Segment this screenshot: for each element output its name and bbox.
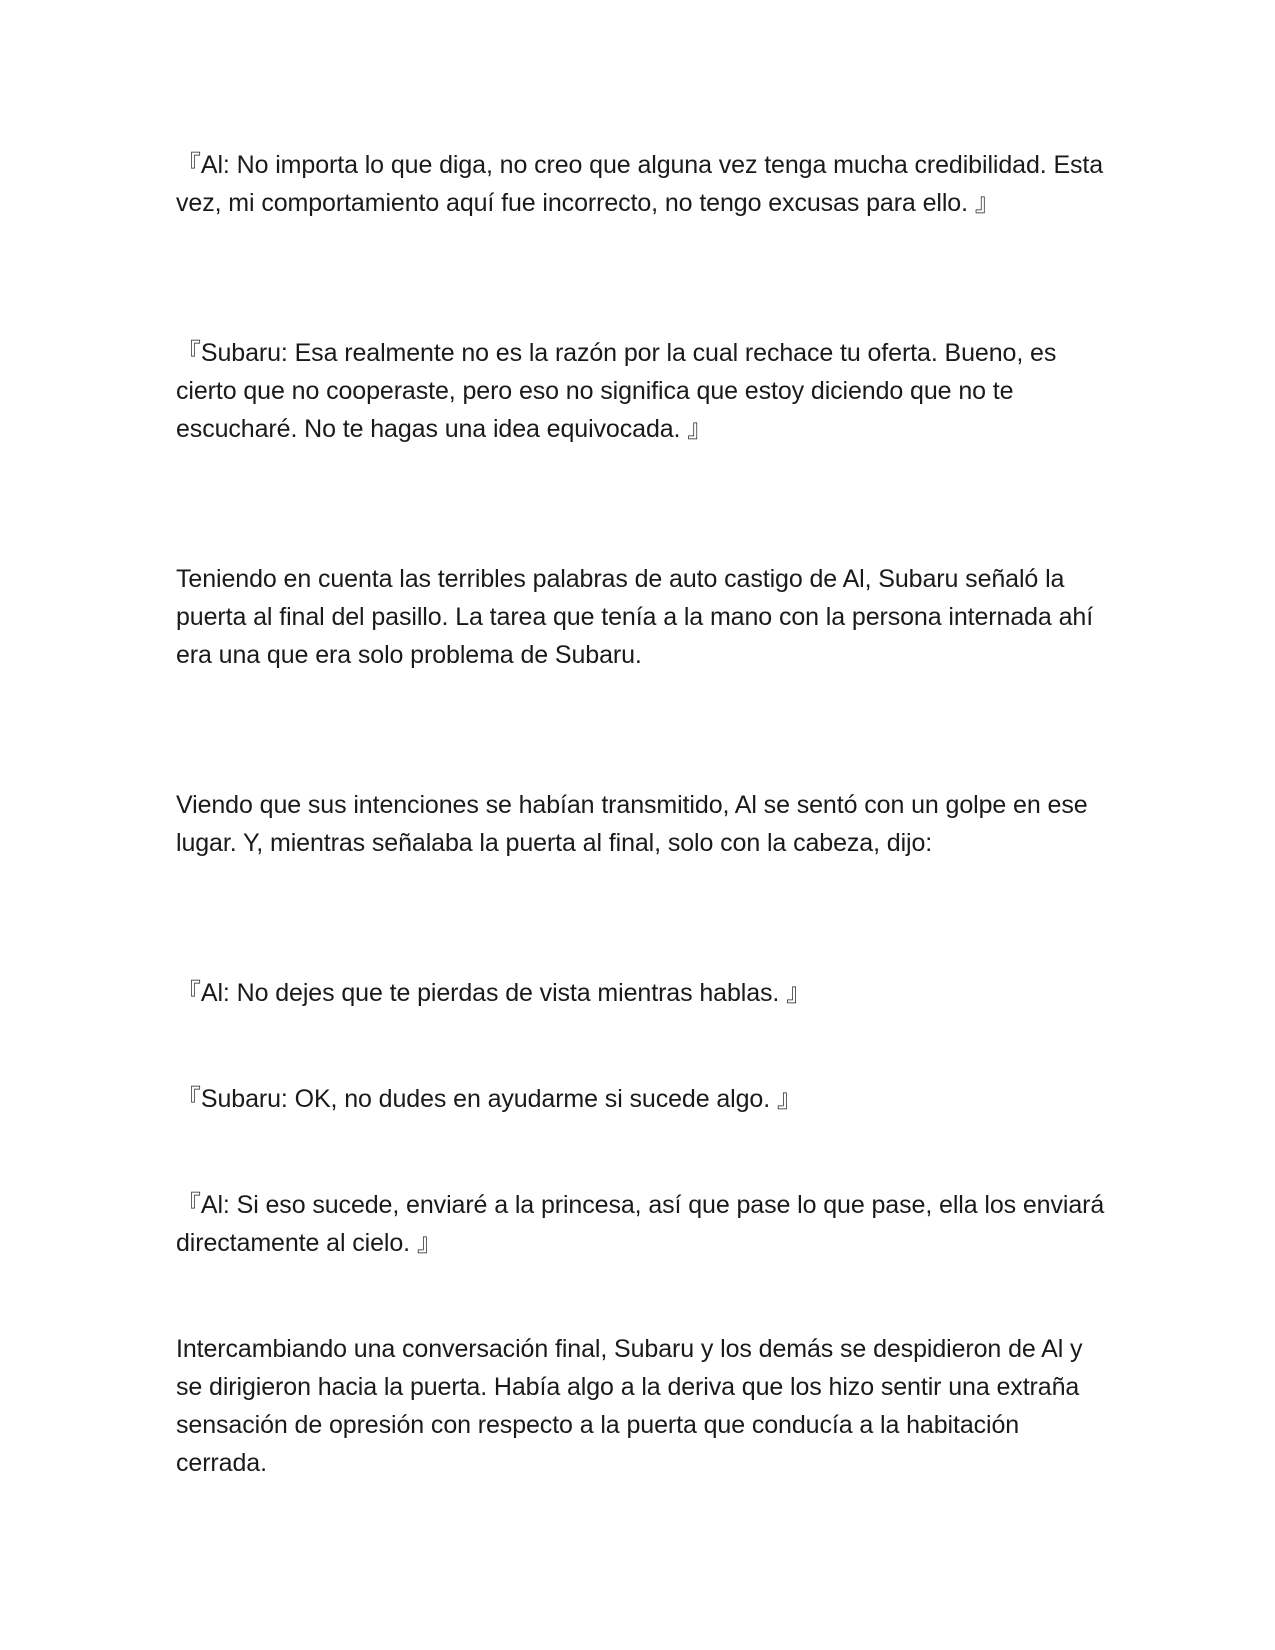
dialogue-subaru-ok: 『Subaru: OK, no dudes en ayudarme si sucede algo. 』 [176,1085,802,1113]
narration-hallway-door: Teniendo en cuenta las terribles palabras de auto castigo de Al, Subaru señaló la puerta al final del pasillo. La tarea que tenía a la mano con la persona internada ahí era una que era solo problema de Subaru. [176,565,1094,669]
paragraph-spacer [176,674,1106,786]
narration-closed-room: Intercambiando una conversación final, Subaru y los demás se despidieron de Al y se dirigieron hacia la puerta. Había algo a la deriva que los hizo sentir una extraña sensación de opresión con respecto a la puerta que conducía a la habitación cerrada. [176,1335,1083,1477]
narration-al-sits: Viendo que sus intenciones se habían transmitido, Al se sentó con un golpe en ese lugar. Y, mientras señalaba la puerta al final, solo con la cabeza, dijo: [176,791,1088,857]
paragraph-spacer [176,1262,1106,1330]
paragraph-spacer [176,448,1106,560]
dialogue-subaru-offer: 『Subaru: Esa realmente no es la razón por la cual rechace tu oferta. Bueno, es cierto que no cooperaste, pero eso no significa que estoy diciendo que no te escucharé. No te hagas una idea equivocada. 』 [176,339,1057,443]
paragraph-spacer [176,862,1106,974]
paragraph-spacer [176,222,1106,334]
paragraph-spacer [176,1118,1106,1186]
dialogue-al-credibility: 『Al: No importa lo que diga, no creo que alguna vez tenga mucha credibilidad. Esta vez, mi comportamiento aquí fue incorrecto, no tengo excusas para ello. 』 [176,151,1104,217]
paragraph-spacer [176,1012,1106,1080]
document-body [176,146,1106,1482]
dialogue-al-warning: 『Al: No dejes que te pierdas de vista mientras hablas. 』 [176,979,812,1007]
dialogue-al-princess: 『Al: Si eso sucede, enviaré a la princesa, así que pase lo que pase, ella los enviará directamente al cielo. 』 [176,1191,1105,1257]
